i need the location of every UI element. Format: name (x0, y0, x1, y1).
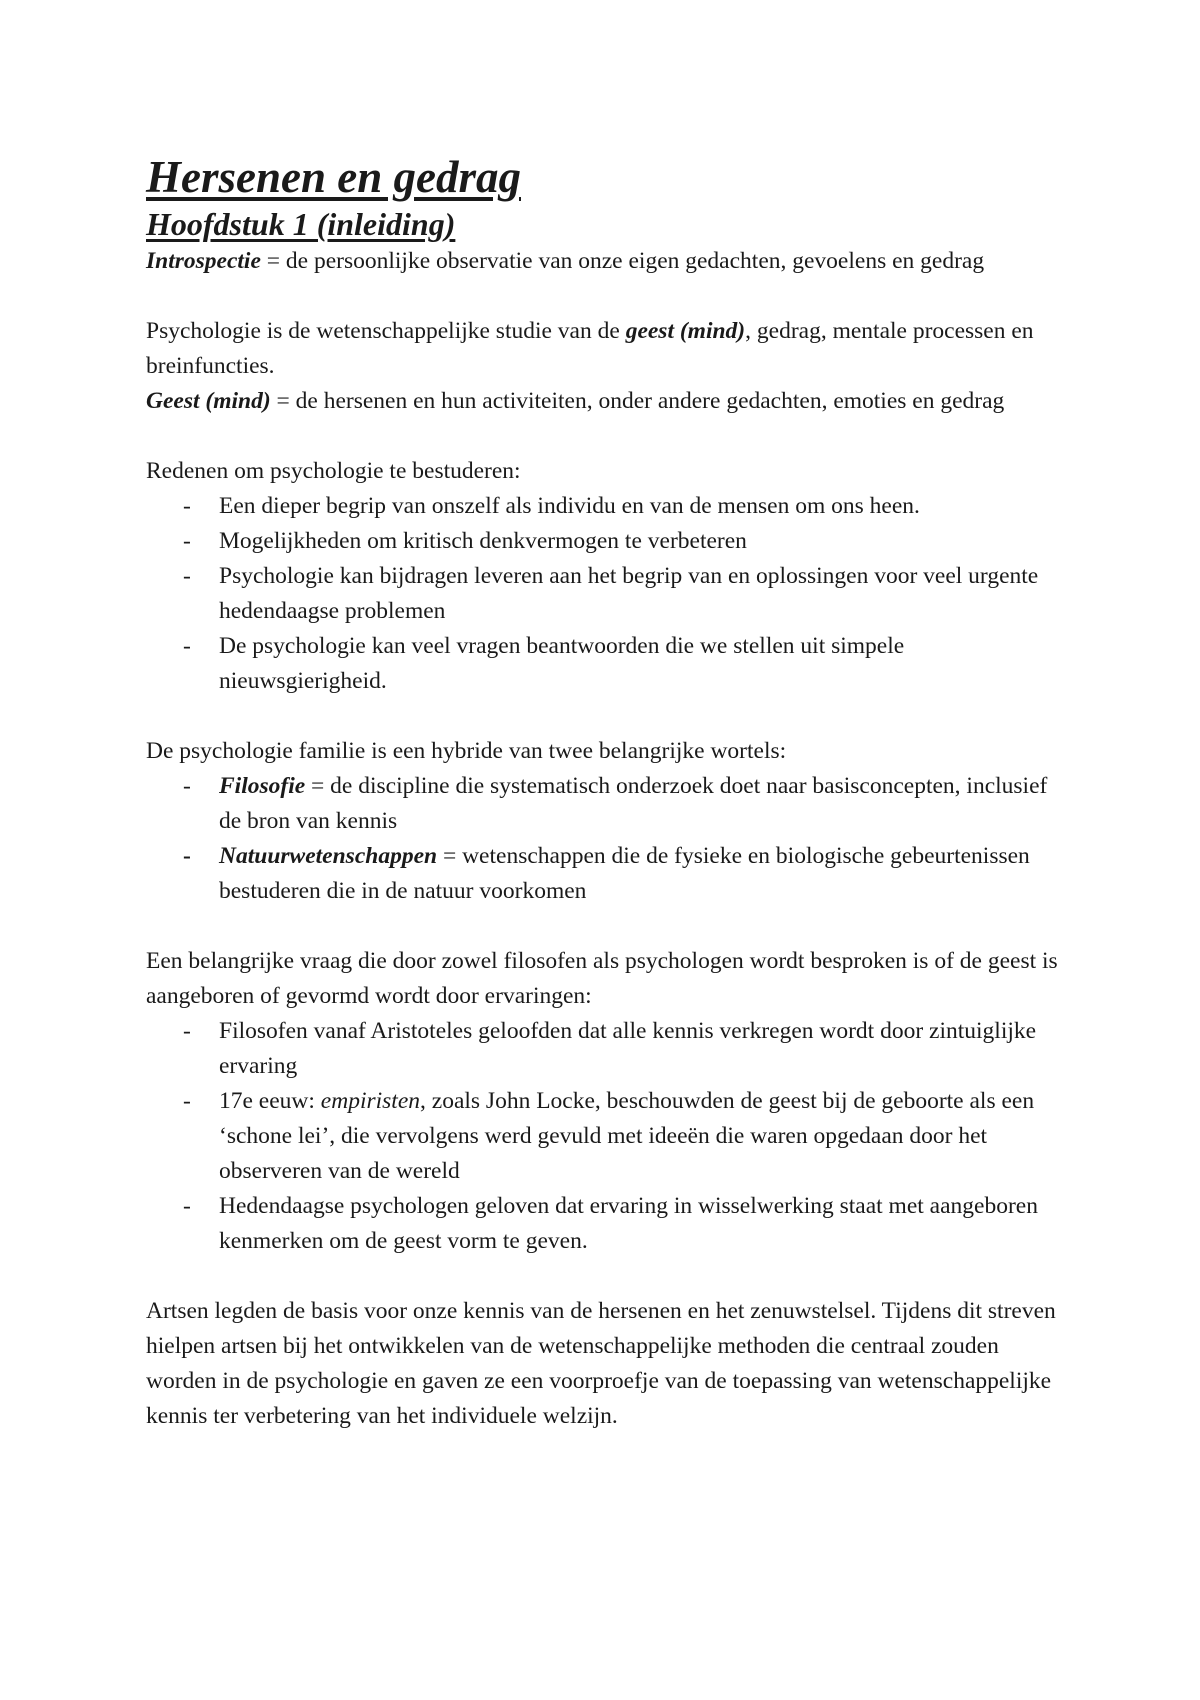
question-list (146, 1014, 1066, 1259)
list-item: - Natuurwetenschappen = wetenschappen die de fysieke en biologische gebeurtenissen bestuderen die in de natuur voorkomen (146, 839, 1066, 909)
list-item: - Mogelijkheden om kritisch denkvermogen te verbeteren (146, 524, 1066, 559)
list-item: - Hedendaagse psychologen geloven dat ervaring in wisselwerking staat met aangeboren kenmerken om de geest vorm te geven. (146, 1189, 1066, 1259)
bullet-dash: - (183, 1018, 191, 1044)
psychology-rest: , gedrag, mentale processen en breinfuncties. (146, 318, 1034, 379)
roots-heading: De psychologie familie is een hybride van twee belangrijke wortels: (146, 738, 787, 764)
roots-list (146, 769, 1066, 909)
introspection-text: = de persoonlijke observatie van onze eigen gedachten, gevoelens en gedrag (260, 248, 985, 274)
document-page (146, 150, 1066, 1434)
term-geest: geest (mind) (625, 318, 746, 344)
chapter-heading: Hoofdstuk 1 (inleiding) (146, 206, 456, 242)
mind-text: = de hersenen en hun activiteiten, onder andere gedachten, emoties en gedrag (270, 388, 1005, 414)
list-item: - De psychologie kan veel vragen beantwoorden die we stellen uit simpele nieuwsgierigheid. (146, 629, 1066, 699)
list-item: - Psychologie kan bijdragen leveren aan het begrip van en oplossingen voor veel urgente hedendaagse problemen (146, 559, 1066, 629)
bullet-dash: - (183, 773, 191, 799)
question-heading: Een belangrijke vraag die door zowel filosofen als psychologen wordt besproken is of de geest is aangeboren of gevormd wordt door ervaringen: (146, 948, 1058, 1009)
bullet-dash: - (183, 633, 191, 659)
term-empiristen: empiristen (320, 1088, 421, 1114)
list-item: - 17e eeuw: empiristen, zoals John Locke, beschouwden de geest bij de geboorte als een ‘schone lei’, die vervolgens werd gevuld met ideeën die waren opgedaan door het observeren van de wereld (146, 1084, 1066, 1189)
bullet-dash: - (183, 563, 191, 589)
term-introspectie: Introspectie (146, 248, 261, 274)
bullet-dash: - (183, 493, 191, 519)
psychology-lead: Psychologie is de wetenschappelijke studie van de (146, 318, 626, 344)
term-filosofie: Filosofie (219, 773, 306, 799)
bullet-dash: - (183, 843, 191, 869)
bullet-dash: - (183, 1088, 191, 1114)
introspection-definition (146, 244, 1066, 279)
reasons-heading: Redenen om psychologie te bestuderen: (146, 458, 521, 484)
reasons-list (146, 489, 1066, 699)
list-item: - Filosofen vanaf Aristoteles geloofden dat alle kennis verkregen wordt door zintuiglijke ervaring (146, 1014, 1066, 1084)
list-item: - Filosofie = de discipline die systematisch onderzoek doet naar basisconcepten, inclusief de bron van kennis (146, 769, 1066, 839)
mind-definition (146, 384, 1066, 419)
list-item: - Een dieper begrip van onszelf als individu en van de mensen om ons heen. (146, 489, 1066, 524)
psychology-definition (146, 314, 1066, 384)
document-title: Hersenen en gedrag (146, 152, 521, 202)
term-natuurwetenschappen: Natuurwetenschappen (219, 843, 438, 869)
bullet-dash: - (183, 1193, 191, 1219)
term-geest-mind: Geest (mind) (146, 388, 271, 414)
closing-paragraph: Artsen legden de basis voor onze kennis van de hersenen en het zenuwstelsel. Tijdens dit streven hielpen artsen bij het ontwikkelen van de wetenschappelijke methoden die centraal zouden worden in de psychologie en gaven ze een voorproefje van de toepassing van wetenschappelijke kennis ter verbetering van het individuele welzijn. (146, 1298, 1056, 1429)
bullet-dash: - (183, 528, 191, 554)
